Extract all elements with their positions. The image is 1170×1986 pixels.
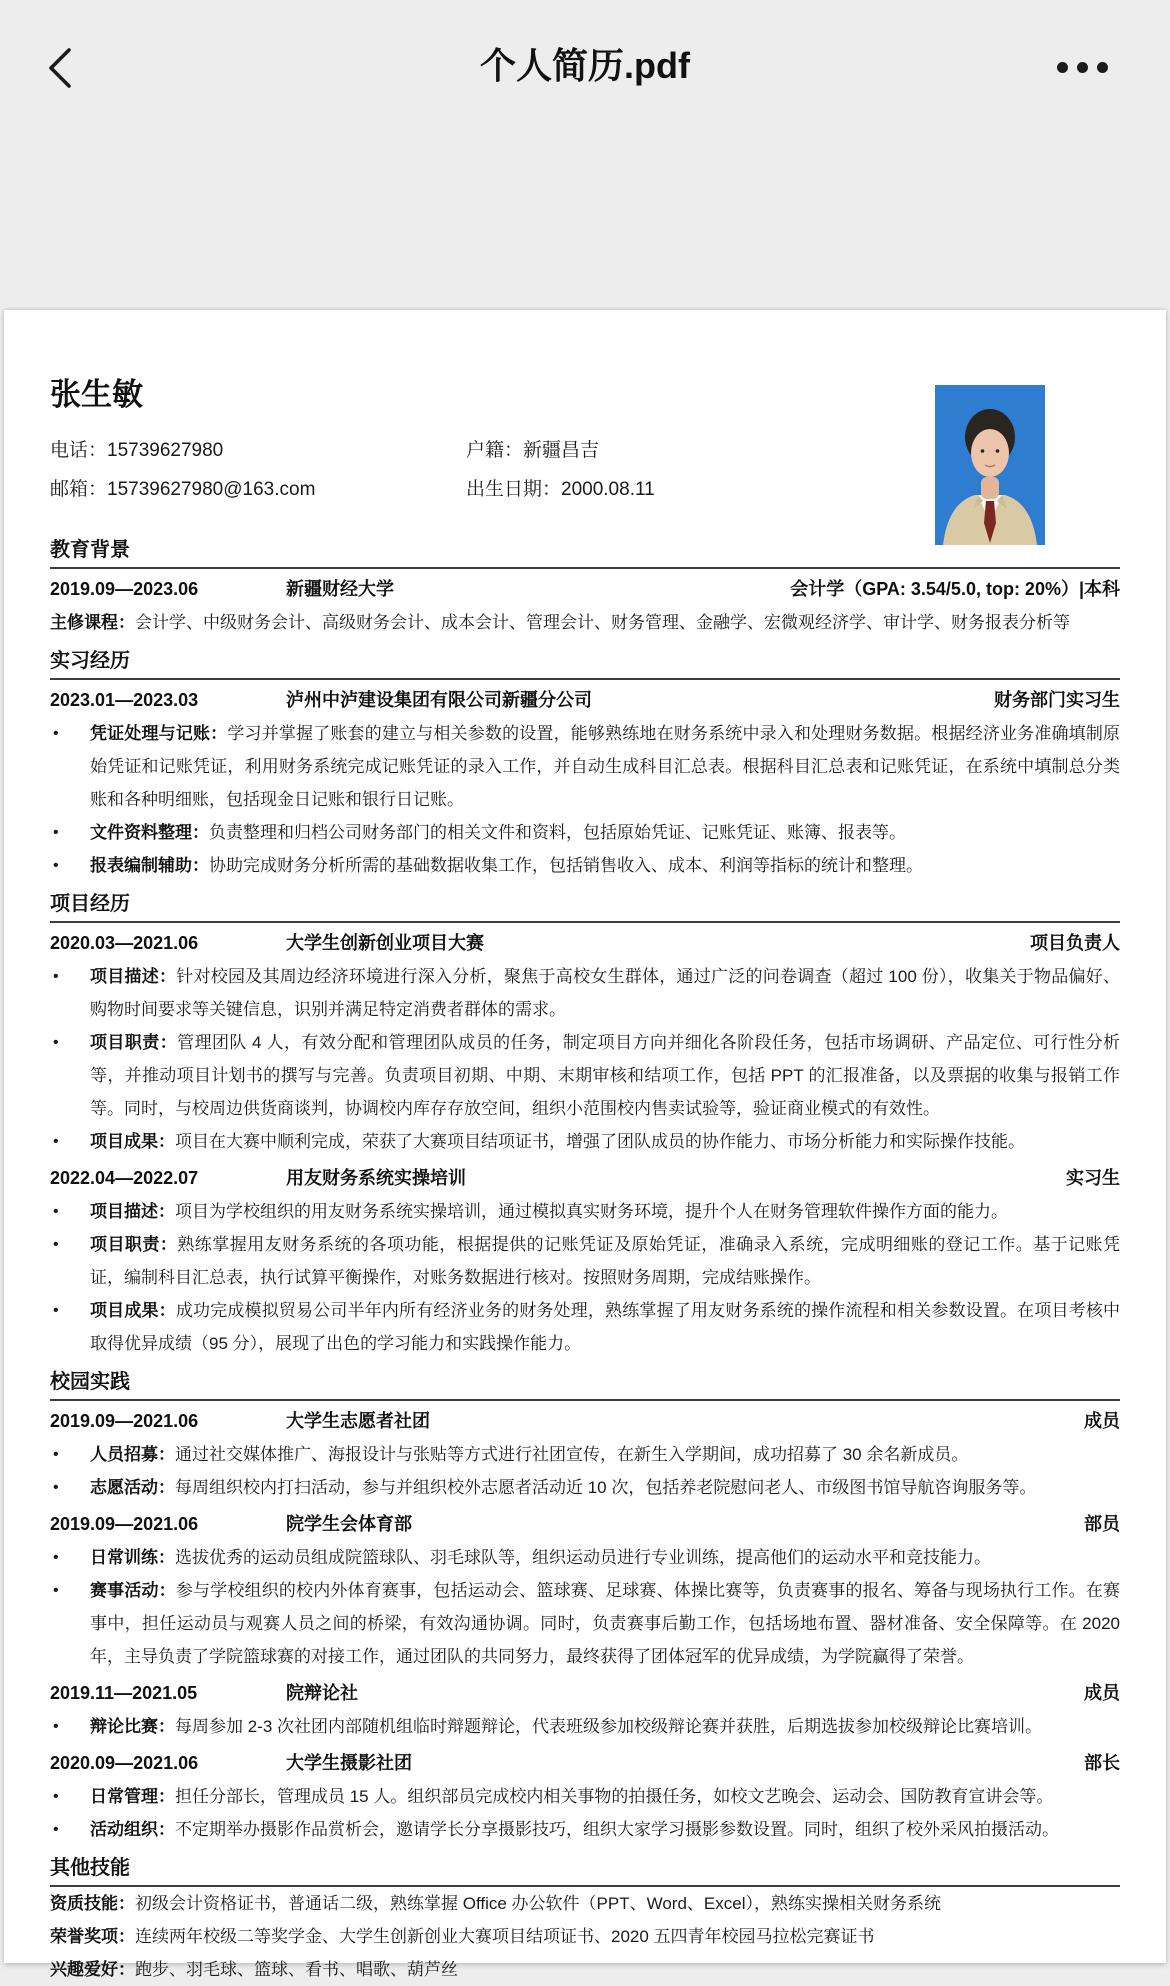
resume-name: 张生敏 [50,377,143,412]
bullet-item: • 报表编制辅助：协助完成财务分析所需的基础数据收集工作，包括销售收入、成本、利润等指标的统计和整理。 [50,849,1120,882]
section-title: 其他技能 [50,1855,1120,1887]
more-horizontal-icon [1057,62,1068,73]
entry-org: 泸州中泸建设集团有限公司新疆分公司 [286,690,592,710]
entry-role: 项目负责人 [1030,933,1120,953]
entry-row [50,1404,1120,1438]
info-line: 主修课程：会计学、中级财务会计、高级财务会计、成本会计、管理会计、财务管理、金融学、宏微观经济学、审计学、财务报表分析等 [50,613,1070,632]
entry-period: 2019.11—2021.05 [50,1683,198,1703]
id-photo [935,385,1045,545]
entry-org: 大学生摄影社团 [286,1753,412,1773]
entry-row [50,1507,1120,1541]
entry-row [50,926,1120,960]
bullet-item: • 赛事活动：参与学校组织的校内外体育赛事，包括运动会、篮球赛、足球赛、体操比赛等，负责赛事的报名、筹备与现场执行工作。在赛事中，担任运动员与观赛人员之间的桥梁，有效沟通协调。同时，负责赛事后勤工作，包括场地布置、器材准备、安全保障等。在 2020 年，主导负责了学院篮球赛的对接工作，通过团队的共同努力，最终获得了团体冠军的优异成绩，为学院赢得了荣誉。 [50,1574,1120,1673]
pdf-page [4,310,1166,1979]
entry-role: 财务部门实习生 [994,690,1120,710]
contact-residence: 户籍：新疆昌吉 [466,440,600,461]
section-title: 项目经历 [50,891,1120,923]
entry-period: 2019.09—2021.06 [50,1514,199,1534]
section-campus [50,1369,1120,1846]
section-title: 校园实践 [50,1369,1120,1401]
navbar [0,0,1170,130]
bullet-item: • 辩论比赛：每周参加 2-3 次社团内部随机组临时辩题辩论，代表班级参加校级辩论赛并获胜，后期选拔参加校级辩论比赛培训。 [50,1710,1120,1743]
bullet-item: • 文件资料整理：负责整理和归档公司财务部门的相关文件和资料，包括原始凭证、记账凭证、账簿、报表等。 [50,816,1120,849]
section-internship [50,648,1120,882]
info-line: 资质技能：初级会计资格证书，普通话二级，熟练掌握 Office 办公软件（PPT、Word、Excel），熟练实操相关财务系统 [50,1894,941,1913]
entry-period: 2022.04—2022.07 [50,1168,199,1188]
info-line: 荣誉奖项：连续两年校级二等奖学金、大学生创新创业大赛项目结项证书、2020 五四青年校园马拉松完赛证书 [50,1927,875,1946]
entry-org: 院学生会体育部 [286,1514,412,1534]
section-title: 实习经历 [50,648,1120,680]
entry-org: 大学生志愿者社团 [286,1411,430,1431]
entry-role: 成员 [1084,1411,1120,1431]
bullet-item: • 项目描述：针对校园及其周边经济环境进行深入分析，聚焦于高校女生群体，通过广泛的问卷调查（超过 100 份），收集关于物品偏好、购物时间要求等关键信息，识别并满足特定消费者群体的需求。 [50,960,1120,1026]
bullet-item: • 项目职责：熟练掌握用友财务系统的各项功能，根据提供的记账凭证及原始凭证，准确录入系统，完成明细账的登记工作。基于记账凭证，编制科目汇总表，执行试算平衡操作，对账务数据进行核对。按照财务周期，完成结账操作。 [50,1228,1120,1294]
entry-role: 成员 [1084,1683,1120,1703]
bullet-item: • 项目成果：项目在大赛中顺利完成，荣获了大赛项目结项证书，增强了团队成员的协作能力、市场分析能力和实际操作技能。 [50,1125,1120,1158]
bullet-item: • 项目成果：成功完成模拟贸易公司半年内所有经济业务的财务处理，熟练掌握了用友财务系统的操作流程和相关参数设置。在项目考核中取得优异成绩（95 分），展现了出色的学习能力和实践操作能力。 [50,1294,1120,1360]
bullet-item: • 活动组织：不定期举办摄影作品赏析会，邀请学长分享摄影技巧，组织大家学习摄影参数设置。同时，组织了校外采风拍摄活动。 [50,1813,1120,1846]
bullet-item: • 志愿活动：每周组织校内打扫活动，参与并组织校外志愿者活动近 10 次，包括养老院慰问老人、市级图书馆导航咨询服务等。 [50,1471,1120,1504]
entry-org: 大学生创新创业项目大赛 [286,933,484,953]
document-title: 个人简历.pdf [480,45,690,86]
entry-role: 部长 [1084,1753,1120,1773]
section-education [50,537,1120,639]
bullet-item: • 项目职责：管理团队 4 人，有效分配和管理团队成员的任务，制定项目方向并细化各阶段任务，包括市场调研、产品定位、可行性分析等，并推动项目计划书的撰写与完善。负责项目初期、中期、末期审核和结项工作，包括 PPT 的汇报准备，以及票据的收集与报销工作等。同时，与校周边供货商谈判，协调校内库存存放空间，组织小范围校内售卖试验等，验证商业模式的有效性。 [50,1026,1120,1125]
entry-org: 新疆财经大学 [286,579,394,599]
section-skills [50,1855,1120,1986]
entry-org: 用友财务系统实操培训 [286,1168,466,1188]
bullet-item: • 日常训练：选拔优秀的运动员组成院篮球队、羽毛球队等，组织运动员进行专业训练，提高他们的运动水平和竞技能力。 [50,1541,1120,1574]
entry-row [50,1161,1120,1195]
entry-row [50,1676,1120,1710]
entry-row [50,683,1120,717]
entry-period: 2023.01—2023.03 [50,690,199,710]
entry-role: 部员 [1084,1514,1120,1534]
more-menu-button[interactable] [1057,62,1108,73]
entry-row [50,1746,1120,1780]
bullet-item: • 凭证处理与记账：学习并掌握了账套的建立与相关参数的设置，能够熟练地在财务系统中录入和处理财务数据。根据经济业务准确填制原始凭证和记账凭证，利用财务系统完成记账凭证的录入工作，并自动生成科目汇总表。根据科目汇总表和记账凭证，在系统中填制总分类账和各种明细账，包括现金日记账和银行日记账。 [50,717,1120,816]
bullet-item: • 日常管理：担任分部长，管理成员 15 人。组织部员完成校内相关事物的拍摄任务，如校文艺晚会、运动会、国防教育宣讲会等。 [50,1780,1120,1813]
entry-period: 2019.09—2021.06 [50,1411,199,1431]
section-projects [50,891,1120,1360]
contact-birthdate: 出生日期：2000.08.11 [466,479,655,500]
entry-org: 院辩论社 [286,1683,358,1703]
entry-period: 2020.03—2021.06 [50,933,199,953]
info-line: 兴趣爱好：跑步、羽毛球、篮球、看书、唱歌、葫芦丝 [50,1960,458,1979]
entry-role: 实习生 [1066,1168,1120,1188]
entry-row [50,572,1120,606]
entry-role: 会计学（GPA: 3.54/5.0, top: 20%）|本科 [790,579,1120,599]
bullet-item: • 人员招募：通过社交媒体推广、海报设计与张贴等方式进行社团宣传，在新生入学期间，成功招募了 30 余名新成员。 [50,1438,1120,1471]
entry-period: 2020.09—2021.06 [50,1753,199,1773]
entry-period: 2019.09—2023.06 [50,579,199,599]
bullet-item: • 项目描述：项目为学校组织的用友财务系统实操培训，通过模拟真实财务环境，提升个人在财务管理软件操作方面的能力。 [50,1195,1120,1228]
section-title: 教育背景 [50,537,1120,569]
contact-email: 邮箱：15739627980@163.com [50,479,316,500]
contact-phone: 电话：15739627980 [50,440,224,461]
